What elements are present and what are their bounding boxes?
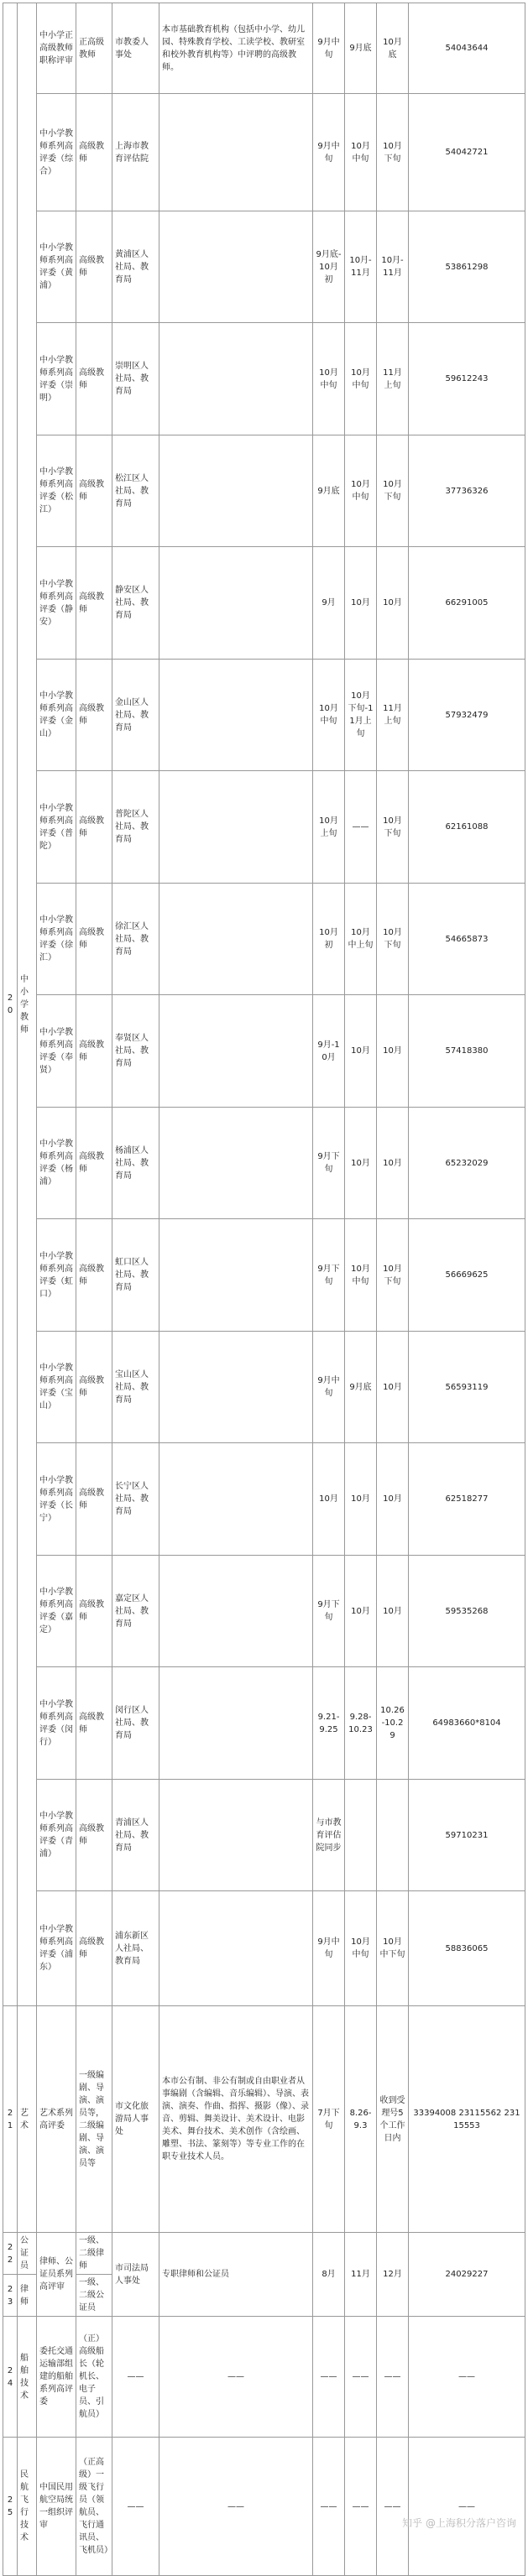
dept-cell: 黄浦区人社局、教育局 — [112, 211, 159, 323]
table-row — [3, 771, 525, 884]
scope-cell — [159, 771, 313, 884]
table-row — [3, 211, 525, 323]
series-cell: 中小学教师系列高评委（崇明） — [37, 323, 76, 435]
review-time-cell: 10月底 — [377, 3, 409, 94]
accept-time-cell: 9月-10月 — [313, 995, 345, 1108]
table-row — [3, 1108, 525, 1219]
phone-cell: 58836065 — [409, 1891, 525, 2006]
submit-time-cell: 10月中上旬 — [345, 884, 377, 995]
phone-cell: 53861298 — [409, 211, 525, 323]
accept-time-cell: 9月底-10月初 — [313, 211, 345, 323]
table-row — [3, 660, 525, 771]
table-row — [3, 2006, 525, 2233]
series-cell: 中小学教师系列高评委（闵行） — [37, 1667, 76, 1780]
level-cell: 高级教师 — [76, 1108, 112, 1219]
submit-time-cell: 9.28-10.23 — [345, 1667, 377, 1780]
title-review-schedule-table — [3, 3, 525, 2576]
level-cell: 正高级教师 — [76, 3, 112, 94]
dept-cell: 浦东新区人社局、教育局 — [112, 1891, 159, 2006]
series-cell: 中小学教师系列高评委（青浦） — [37, 1780, 76, 1891]
series-cell: 艺术系列高评委 — [37, 2006, 76, 2233]
accept-time-cell: 9月下旬 — [313, 1108, 345, 1219]
level-cell: 高级教师 — [76, 884, 112, 995]
review-time-cell: 10月下旬 — [377, 435, 409, 547]
dept-cell: 市教委人事处 — [112, 3, 159, 94]
series-cell: 中小学教师系列高评委（金山） — [37, 660, 76, 771]
phone-cell: 56593119 — [409, 1332, 525, 1443]
level-cell: 高级教师 — [76, 94, 112, 211]
review-time-cell: 12月 — [377, 2233, 409, 2317]
phone-cell: 59535268 — [409, 1556, 525, 1667]
phone-cell: 24029227 — [409, 2233, 525, 2317]
accept-time-cell: 10月上旬 — [313, 771, 345, 884]
scope-cell — [159, 1667, 313, 1780]
phone-cell: —— — [409, 2438, 525, 2576]
phone-cell: 57932479 — [409, 660, 525, 771]
series-cell: 中小学正高级教师职称评审 — [37, 3, 76, 94]
table-row — [3, 2317, 525, 2438]
series-cell: 中小学教师系列高评委（黄浦） — [37, 211, 76, 323]
accept-time-cell: 9月中旬 — [313, 1891, 345, 2006]
level-cell: 高级教师 — [76, 1780, 112, 1891]
scope-cell: —— — [159, 2438, 313, 2576]
series-cell: 中小学教师系列高评委（静安） — [37, 547, 76, 660]
series-cell: 律师、公证员系列高评审 — [37, 2233, 76, 2317]
submit-time-cell: 8.26-9.3 — [345, 2006, 377, 2233]
accept-time-cell: 9月中旬 — [313, 1332, 345, 1443]
accept-time-cell: 10月 — [313, 1443, 345, 1556]
review-time-cell: 10月下旬 — [377, 771, 409, 884]
series-cell: 中国民用航空局统一组织评审 — [37, 2438, 76, 2576]
dept-cell: 徐汇区人社局、教育局 — [112, 884, 159, 995]
scope-cell — [159, 660, 313, 771]
accept-time-cell: 9月中旬 — [313, 94, 345, 211]
table-row — [3, 435, 525, 547]
phone-cell: 59710231 — [409, 1780, 525, 1891]
row-number: 25 — [3, 2438, 18, 2576]
table-row — [3, 94, 525, 211]
submit-time-cell: 10月中旬 — [345, 435, 377, 547]
watermark: 知乎 @上海积分落户咨询 — [402, 2517, 516, 2529]
scope-cell — [159, 995, 313, 1108]
submit-time-cell: —— — [345, 2317, 377, 2438]
accept-time-cell: 9月 — [313, 547, 345, 660]
category-cell: 船舶技术 — [18, 2317, 37, 2438]
review-time-cell: 收到受理号5个工作日内 — [377, 2006, 409, 2233]
submit-time-cell: 10月中旬 — [345, 323, 377, 435]
phone-cell: 66291005 — [409, 547, 525, 660]
accept-time-cell: 8月 — [313, 2233, 345, 2317]
table-row — [3, 1891, 525, 2006]
scope-cell — [159, 1891, 313, 2006]
submit-time-cell: 10月 — [345, 547, 377, 660]
accept-time-cell: 与市教育评估院同步 — [313, 1780, 345, 1891]
table-row — [3, 547, 525, 660]
level-cell: 高级教师 — [76, 660, 112, 771]
series-cell: 中小学教师系列高评委（普陀） — [37, 771, 76, 884]
scope-cell — [159, 884, 313, 995]
level-cell: 高级教师 — [76, 1219, 112, 1332]
scope-cell: 本市基础教育机构（包括中小学、幼儿园、特殊教育学校、工读学校、教研室和校外教育机构等）中评聘的高级教师。 — [159, 3, 313, 94]
review-time-cell: 11月上旬 — [377, 323, 409, 435]
phone-cell: 57418380 — [409, 995, 525, 1108]
accept-time-cell: —— — [313, 2438, 345, 2576]
dept-cell: 上海市教育评估院 — [112, 94, 159, 211]
dept-cell: 杨浦区人社局、教育局 — [112, 1108, 159, 1219]
review-time-cell: 10月 — [377, 1556, 409, 1667]
row-number: 22 — [3, 2233, 18, 2275]
category-cell: 律师 — [18, 2275, 37, 2317]
table-row — [3, 323, 525, 435]
accept-time-cell: 9月下旬 — [313, 1219, 345, 1332]
review-time-cell: 10月-11月 — [377, 211, 409, 323]
phone-cell: 37736326 — [409, 435, 525, 547]
dept-cell: 虹口区人社局、教育局 — [112, 1219, 159, 1332]
scope-cell — [159, 1780, 313, 1891]
dept-cell: 静安区人社局、教育局 — [112, 547, 159, 660]
accept-time-cell: 9月底 — [313, 435, 345, 547]
scope-cell: 专职律师和公证员 — [159, 2233, 313, 2317]
scope-cell — [159, 323, 313, 435]
level-cell: 高级教师 — [76, 323, 112, 435]
phone-cell: 54042721 — [409, 94, 525, 211]
scope-cell — [159, 1108, 313, 1219]
submit-time-cell: 10月中旬 — [345, 1891, 377, 2006]
scope-cell — [159, 1332, 313, 1443]
submit-time-cell: 10月下旬-11月上旬 — [345, 660, 377, 771]
series-cell: 中小学教师系列高评委（杨浦） — [37, 1108, 76, 1219]
dept-cell: 奉贤区人社局、教育局 — [112, 995, 159, 1108]
phone-cell: 54665873 — [409, 884, 525, 995]
dept-cell: 长宁区人社局、教育局 — [112, 1443, 159, 1556]
submit-time-cell: 10月-11月 — [345, 211, 377, 323]
submit-time-cell — [345, 1780, 377, 1891]
level-cell: （正）高级船长（轮机长、电子员、引航员） — [76, 2317, 112, 2438]
review-time-cell: 10月下旬 — [377, 1219, 409, 1332]
level-cell: 一级编剧、导演、演员等，二级编剧、导演、演员等 — [76, 2006, 112, 2233]
dept-cell: 市司法局人事处 — [112, 2233, 159, 2317]
submit-time-cell: 9月底 — [345, 3, 377, 94]
series-cell: 中小学教师系列高评委（综合） — [37, 94, 76, 211]
level-cell: 一级、二级律师 — [76, 2233, 112, 2275]
table-row — [3, 1332, 525, 1443]
accept-time-cell: 9月中旬 — [313, 3, 345, 94]
scope-cell: —— — [159, 2317, 313, 2438]
phone-cell: —— — [409, 2317, 525, 2438]
table-row — [3, 884, 525, 995]
dept-cell: 嘉定区人社局、教育局 — [112, 1556, 159, 1667]
scope-cell: 本市公有制、非公有制或自由职业者从事编剧（含编辑、音乐编辑）、导演、表演、演奏、作曲、指挥、摄影（像）、录音、剪辑、舞美设计、美术设计、电影美术、舞台技术、美术创作（含绘画、雕塑、书法、篆刻等）等专业工作的在职专业技术人员。 — [159, 2006, 313, 2233]
phone-cell: 56669625 — [409, 1219, 525, 1332]
level-cell: 高级教师 — [76, 1891, 112, 2006]
level-cell: 一级、二级公证员 — [76, 2275, 112, 2317]
review-time-cell: 10月下旬 — [377, 94, 409, 211]
accept-time-cell: 10月中旬 — [313, 323, 345, 435]
dept-cell: 闵行区人社局、教育局 — [112, 1667, 159, 1780]
category-cell: 公证员 — [18, 2233, 37, 2275]
review-time-cell: 11月上旬 — [377, 660, 409, 771]
accept-time-cell: 9.21-9.25 — [313, 1667, 345, 1780]
accept-time-cell: 7月下旬 — [313, 2006, 345, 2233]
submit-time-cell: 10月 — [345, 1108, 377, 1219]
series-cell: 中小学教师系列高评委（奉贤） — [37, 995, 76, 1108]
accept-time-cell: 10月中旬 — [313, 660, 345, 771]
accept-time-cell: 9月下旬 — [313, 1556, 345, 1667]
dept-cell: 青浦区人社局、教育局 — [112, 1780, 159, 1891]
table-row — [3, 2233, 525, 2275]
review-time-cell: 10月 — [377, 547, 409, 660]
series-cell: 中小学教师系列高评委（徐汇） — [37, 884, 76, 995]
phone-cell: 64983660*8104 — [409, 1667, 525, 1780]
dept-cell: 松江区人社局、教育局 — [112, 435, 159, 547]
submit-time-cell: —— — [345, 2438, 377, 2576]
submit-time-cell: 10月中旬 — [345, 94, 377, 211]
review-time-cell: 10月中下旬 — [377, 1891, 409, 2006]
series-cell: 中小学教师系列高评委（嘉定） — [37, 1556, 76, 1667]
dept-cell: 普陀区人社局、教育局 — [112, 771, 159, 884]
row-number: 21 — [3, 2006, 18, 2233]
accept-time-cell: 10月初 — [313, 884, 345, 995]
dept-cell: —— — [112, 2438, 159, 2576]
series-cell: 中小学教师系列高评委（浦东） — [37, 1891, 76, 2006]
series-cell: 中小学教师系列高评委（松江） — [37, 435, 76, 547]
review-time-cell: 10月 — [377, 1108, 409, 1219]
scope-cell — [159, 1443, 313, 1556]
phone-cell: 59612243 — [409, 323, 525, 435]
level-cell: 高级教师 — [76, 995, 112, 1108]
row-number: 24 — [3, 2317, 18, 2438]
dept-cell: 金山区人社局、教育局 — [112, 660, 159, 771]
scope-cell — [159, 211, 313, 323]
scope-cell — [159, 547, 313, 660]
phone-cell: 62161088 — [409, 771, 525, 884]
submit-time-cell: 11月 — [345, 2233, 377, 2317]
review-time-cell: 10.26-10.29 — [377, 1667, 409, 1780]
dept-cell: 宝山区人社局、教育局 — [112, 1332, 159, 1443]
phone-cell: 65232029 — [409, 1108, 525, 1219]
dept-cell: 崇明区人社局、教育局 — [112, 323, 159, 435]
series-cell: 委托交通运输部组建的船舶系列高评委 — [37, 2317, 76, 2438]
level-cell: 高级教师 — [76, 547, 112, 660]
review-time-cell: —— — [377, 2438, 409, 2576]
category-cell: 艺术 — [18, 2006, 37, 2233]
review-time-cell: 10月下旬 — [377, 884, 409, 995]
table-row — [3, 995, 525, 1108]
table-row — [3, 1443, 525, 1556]
table-row — [3, 1780, 525, 1891]
level-cell: 高级教师 — [76, 435, 112, 547]
series-cell: 中小学教师系列高评委（长宁） — [37, 1443, 76, 1556]
level-cell: （正高级）一级飞行员（领航员、飞行通讯员、飞机员） — [76, 2438, 112, 2576]
table-row — [3, 1667, 525, 1780]
phone-cell: 54043644 — [409, 3, 525, 94]
level-cell: 高级教师 — [76, 1667, 112, 1780]
table-row — [3, 1219, 525, 1332]
accept-time-cell: —— — [313, 2317, 345, 2438]
submit-time-cell: —— — [345, 771, 377, 884]
review-time-cell — [377, 1780, 409, 1891]
submit-time-cell: 10月 — [345, 1556, 377, 1667]
review-time-cell: 10月 — [377, 1443, 409, 1556]
phone-cell: 33394008 23115562 23115553 — [409, 2006, 525, 2233]
series-cell: 中小学教师系列高评委（宝山） — [37, 1332, 76, 1443]
submit-time-cell: 10月 — [345, 995, 377, 1108]
scope-cell — [159, 435, 313, 547]
phone-cell: 62518277 — [409, 1443, 525, 1556]
scope-cell — [159, 1556, 313, 1667]
row-number: 23 — [3, 2275, 18, 2317]
review-time-cell: 10月 — [377, 995, 409, 1108]
series-cell: 中小学教师系列高评委（虹口） — [37, 1219, 76, 1332]
dept-cell: —— — [112, 2317, 159, 2438]
scope-cell — [159, 1219, 313, 1332]
level-cell: 高级教师 — [76, 1556, 112, 1667]
table-row — [3, 2438, 525, 2576]
level-cell: 高级教师 — [76, 211, 112, 323]
submit-time-cell: 10月 — [345, 1443, 377, 1556]
review-time-cell: 10月 — [377, 1332, 409, 1443]
category-cell: 中小学教师 — [18, 3, 37, 2006]
table-row — [3, 3, 525, 94]
dept-cell: 市文化旅游局人事处 — [112, 2006, 159, 2233]
level-cell: 高级教师 — [76, 1443, 112, 1556]
level-cell: 高级教师 — [76, 771, 112, 884]
submit-time-cell: 9月底 — [345, 1332, 377, 1443]
submit-time-cell: 10月中旬 — [345, 1219, 377, 1332]
scope-cell — [159, 94, 313, 211]
row-number: 20 — [3, 3, 18, 2006]
level-cell: 高级教师 — [76, 1332, 112, 1443]
table-row — [3, 1556, 525, 1667]
category-cell: 民航飞行技术 — [18, 2438, 37, 2576]
review-time-cell: —— — [377, 2317, 409, 2438]
